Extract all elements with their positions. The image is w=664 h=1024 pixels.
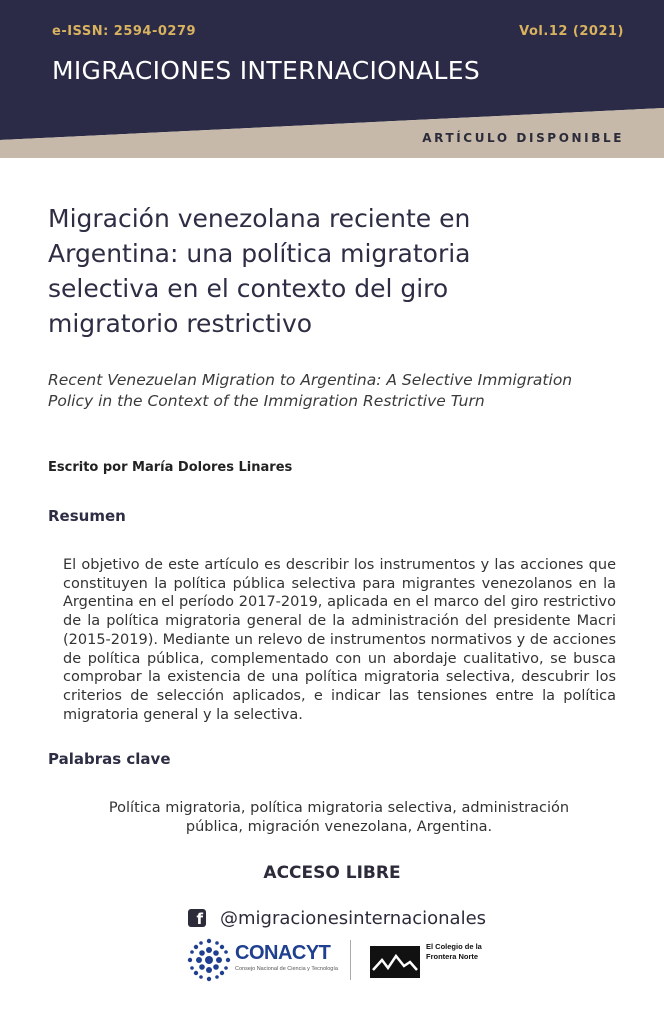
colef-name: El Colegio de la Frontera Norte: [426, 942, 482, 961]
article-subtitle: Recent Venezuelan Migration to Argentina: A Selective Immigration Policy in the Context of the Immigration Restrictive Turn: [48, 371, 573, 410]
social-handle[interactable]: @migracionesinternacionales: [220, 907, 487, 929]
journal-title: MIGRACIONES INTERNACIONALES: [52, 56, 481, 85]
article-title: Migración venezolana reciente en Argentina: una política migratoria selectiva en el contexto del giro migratorio restrictivo: [48, 204, 471, 338]
open-access-label: ACCESO LIBRE: [263, 863, 401, 883]
abstract-text: El objetivo de este artículo es describir los instrumentos y las acciones que constituyen la política pública selectiva para migrantes venezolanos en la Argentina en el período 2017-2019, aplicada en el marco del giro restrictivo de la política migratoria general de la administración del presidente Macri (2015-2019). Mediante un relevo de instrumentos normativos y de acciones de política pública, complementado con un abordaje cualitativo, se busca comprobar la existencia de una política migratoria selectiva, descubrir los criterios de selección aplicados, e indicar las tensiones entre la política migratoria general y la selectiva.: [63, 557, 616, 723]
keywords-text: Política migratoria, política migratoria selectiva, administración pública, migración venezolana, Argentina.: [108, 800, 570, 835]
conacyt-name: CONACYT: [235, 942, 331, 964]
logo-divider: [350, 940, 351, 980]
social-link[interactable]: [188, 906, 486, 930]
sponsor-logos: [185, 936, 485, 984]
conacyt-logo-icon: [185, 936, 233, 984]
keywords-heading: Palabras clave: [48, 750, 171, 768]
conacyt-subtitle: Consejo Nacional de Ciencia y Tecnología: [235, 966, 338, 972]
facebook-icon[interactable]: f: [188, 909, 206, 927]
abstract-heading: Resumen: [48, 507, 126, 525]
availability-label: ARTÍCULO DISPONIBLE: [422, 131, 624, 145]
colef-logo-icon: [370, 946, 420, 978]
volume-label: Vol.12 (2021): [519, 24, 624, 39]
issn-label: e-ISSN: 2594-0279: [52, 24, 197, 39]
journal-header: [0, 0, 664, 158]
author-line: Escrito por María Dolores Linares: [48, 460, 293, 475]
